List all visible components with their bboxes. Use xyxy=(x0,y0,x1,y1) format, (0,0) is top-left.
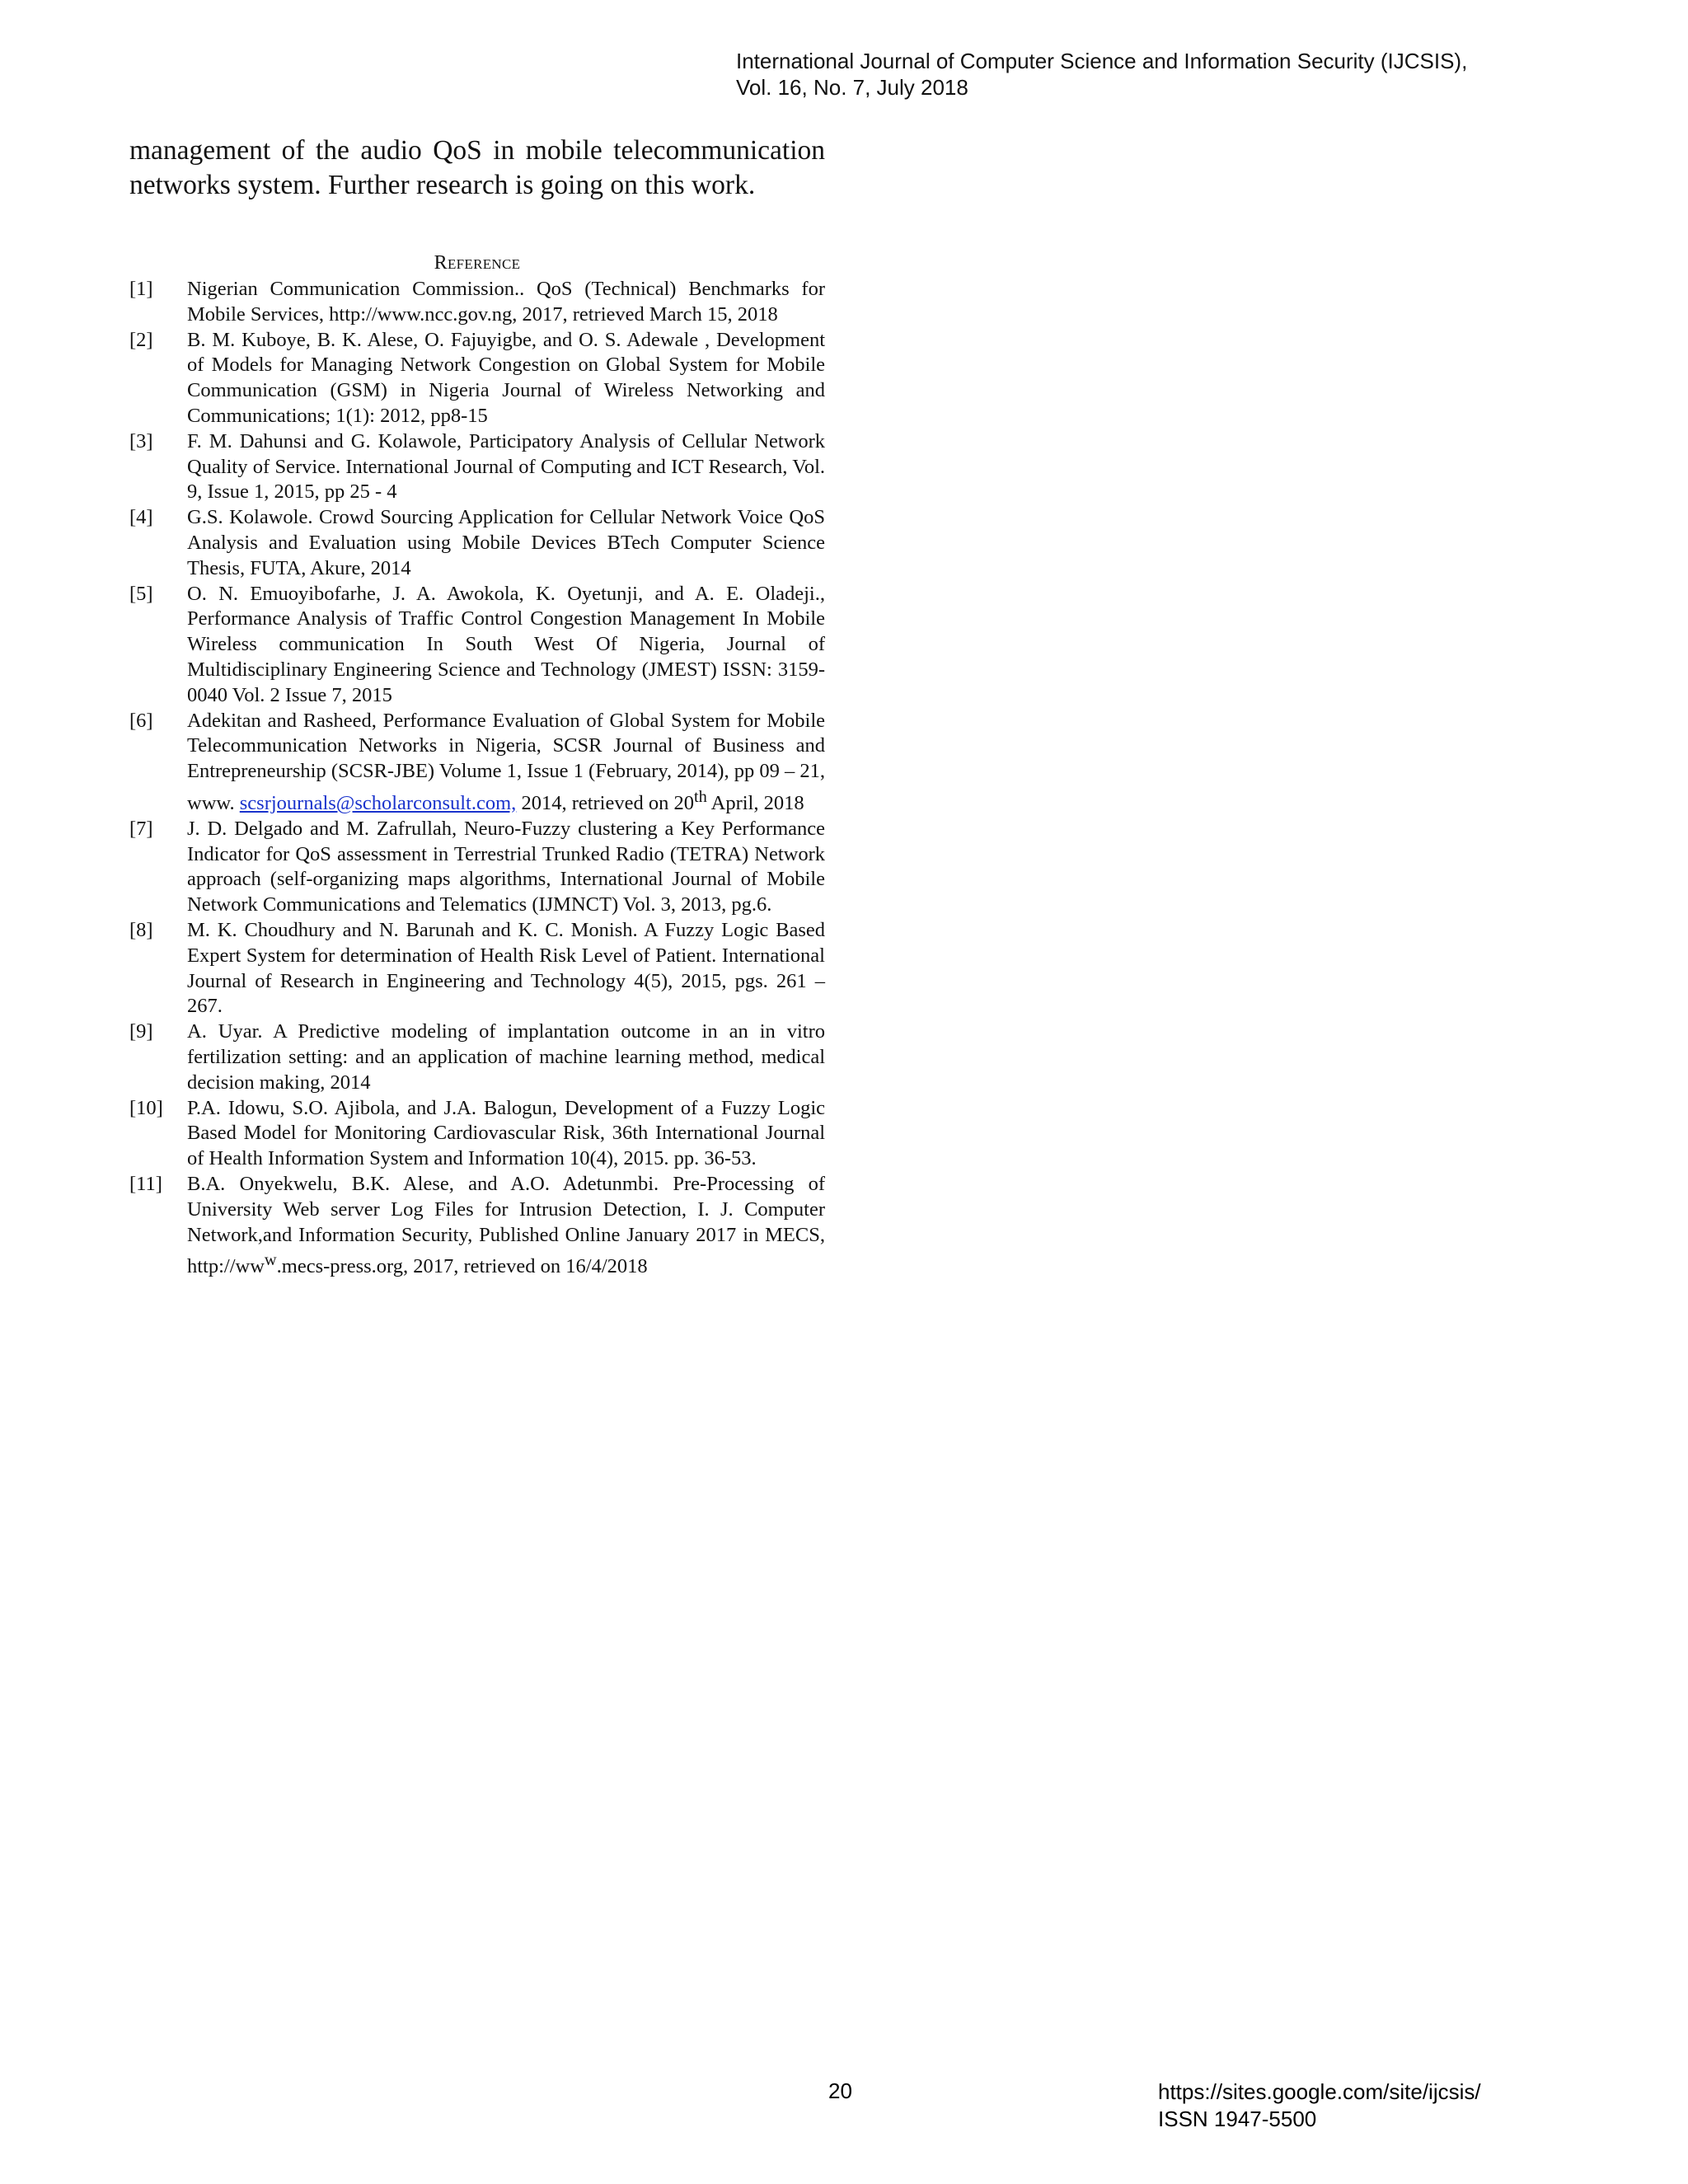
reference-item xyxy=(129,582,825,709)
reference-number: [1] xyxy=(129,278,153,300)
reference-text-part: B.A. Onyekwelu, B.K. Alese, and A.O. Adetunmbi. Pre-Processing of University Web server Log Files for Intrusion Detection, I. J. Computer Network,and Information Security, Published Online January 2017 in MECS, http://ww xyxy=(187,1173,825,1278)
reference-text-part: April, 2018 xyxy=(706,792,804,815)
reference-text-part: 2014, retrieved on 20 xyxy=(516,792,694,815)
footer-url: https://sites.google.com/site/ijcsis/ xyxy=(1158,2079,1481,2104)
reference-number: [3] xyxy=(129,429,153,452)
reference-text: A. Uyar. A Predictive modeling of implantation outcome in an in vitro fertilization setting: and an application of machine learning method, medical decision making, 2014 xyxy=(187,1020,825,1094)
reference-number: [2] xyxy=(129,328,153,351)
footer-info xyxy=(1158,2079,1669,2133)
reference-item xyxy=(129,429,825,505)
footer-issn: ISSN 1947-5500 xyxy=(1158,2107,1317,2131)
reference-text: M. K. Choudhury and N. Barunah and K. C. Monish. A Fuzzy Logic Based Expert System for determination of Health Risk Level of Patient. International Journal of Research in Engineering and Technology 4(5), 2015, pgs. 261 – 267. xyxy=(187,919,825,1018)
reference-item xyxy=(129,1172,825,1280)
reference-text-part: Adekitan and Rasheed, Performance Evaluation of Global System for Mobile Telecommunication Networks in Nigeria, SCSR Journal of Business and Entrepreneurship (SCSR-JBE) Volume 1, Issue 1 (February, 2014), pp 09 – 21, www. xyxy=(187,709,825,815)
reference-number: [8] xyxy=(129,919,153,942)
reference-text: G.S. Kolawole. Crowd Sourcing Application for Cellular Network Voice QoS Analysis and Evaluation using Mobile Devices BTech Computer Science Thesis, FUTA, Akure, 2014 xyxy=(187,506,825,579)
reference-text: F. M. Dahunsi and G. Kolawole, Participatory Analysis of Cellular Network Quality of Service. International Journal of Computing and ICT Research, Vol. 9, Issue 1, 2015, pp 25 - 4 xyxy=(187,429,825,504)
reference-text: J. D. Delgado and M. Zafrullah, Neuro-Fuzzy clustering a Key Performance Indicator for QoS assessment in Terrestrial Trunked Radio (TETRA) Network approach (self-organizing maps algorithms, International Journal of Mobile Network Communications and Telematics (IJMNCT) Vol. 3, 2013, pg.6. xyxy=(187,817,825,916)
reference-number: [7] xyxy=(129,817,153,840)
page-number: 20 xyxy=(828,2079,852,2103)
reference-item xyxy=(129,328,825,429)
reference-text: B. M. Kuboye, B. K. Alese, O. Fajuyigbe, and O. S. Adewale , Development of Models for Managing Network Congestion on Global System for Mobile Communication (GSM) in Nigeria Journal of Wireless Networking and Communications; 1(1): 2012, pp8-15 xyxy=(187,328,825,427)
reference-text xyxy=(187,1172,825,1280)
left-column xyxy=(129,134,825,1280)
reference-text: O. N. Emuoyibofarhe, J. A. Awokola, K. Oyetunji, and A. E. Oladeji., Performance Analysis of Traffic Control Congestion Management In Mobile Wireless communication In South West Of Nigeria, Journal of Multidisciplinary Engineering Science and Technology (JMEST) ISSN: 3159-0040 Vol. 2 Issue 7, 2015 xyxy=(187,582,825,706)
reference-number: [4] xyxy=(129,506,153,529)
journal-issue: Vol. 16, No. 7, July 2018 xyxy=(736,75,968,100)
reference-item xyxy=(129,918,825,1019)
reference-item xyxy=(129,1096,825,1172)
intro-paragraph: management of the audio QoS in mobile telecommunication networks system. Further research is going on this work. xyxy=(129,135,825,200)
reference-item xyxy=(129,505,825,581)
journal-header xyxy=(736,48,1659,101)
reference-item xyxy=(129,1019,825,1095)
reference-number: [6] xyxy=(129,709,153,732)
references-heading: Reference xyxy=(434,252,521,274)
reference-number: [10] xyxy=(129,1096,163,1119)
reference-list xyxy=(129,277,825,1280)
reference-item xyxy=(129,277,825,328)
reference-text-part: .mecs-press.org, 2017, retrieved on 16/4/2018 xyxy=(276,1255,648,1278)
superscript: w xyxy=(264,1251,277,1270)
reference-text: P.A. Idowu, S.O. Ajibola, and J.A. Balogun, Development of a Fuzzy Logic Based Model for Monitoring Cardiovascular Risk, 36th International Journal of Health Information System and Information 10(4), 2015. pp. 36-53. xyxy=(187,1096,825,1170)
journal-title: International Journal of Computer Science and Information Security (IJCSIS), xyxy=(736,49,1468,73)
reference-text xyxy=(187,709,825,817)
reference-text: Nigerian Communication Commission.. QoS (Technical) Benchmarks for Mobile Services, http://www.ncc.gov.ng, 2017, retrieved March 15, 2018 xyxy=(187,278,825,326)
reference-number: [11] xyxy=(129,1173,162,1196)
reference-item xyxy=(129,817,825,918)
superscript: th xyxy=(694,787,707,806)
reference-item xyxy=(129,709,825,817)
email-link[interactable]: scsrjournals@scholarconsult.com, xyxy=(239,792,517,815)
reference-number: [5] xyxy=(129,582,153,605)
reference-number: [9] xyxy=(129,1020,153,1043)
